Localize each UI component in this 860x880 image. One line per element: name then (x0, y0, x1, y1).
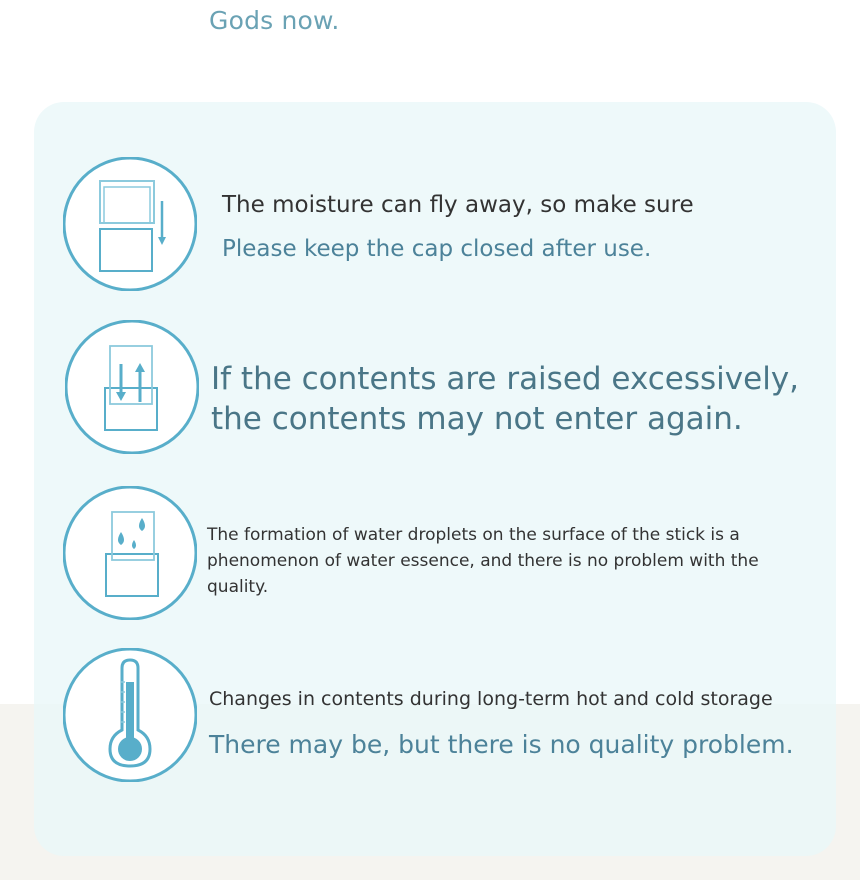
thermometer-icon (63, 648, 193, 778)
note-1-line-1: The moisture can fly away, so make sure (222, 192, 694, 218)
note-1-line-2: Please keep the cap closed after use. (222, 236, 652, 262)
note-4-line-1: Changes in contents during long-term hot and cold storage (209, 688, 773, 710)
water-droplets-icon (63, 486, 193, 616)
box-lid-icon (63, 157, 193, 287)
note-3-text: The formation of water droplets on the surface of the stick is a phenomenon of water essence, and there is no problem with the quality. (207, 525, 759, 597)
header-fragment-text: Gods now. (209, 6, 340, 35)
stick-raise-icon (65, 320, 195, 450)
note-4-line-2: There may be, but there is no quality problem. (209, 730, 794, 759)
note-2-text: If the contents are raised excessively, the contents may not enter again. (211, 361, 800, 437)
